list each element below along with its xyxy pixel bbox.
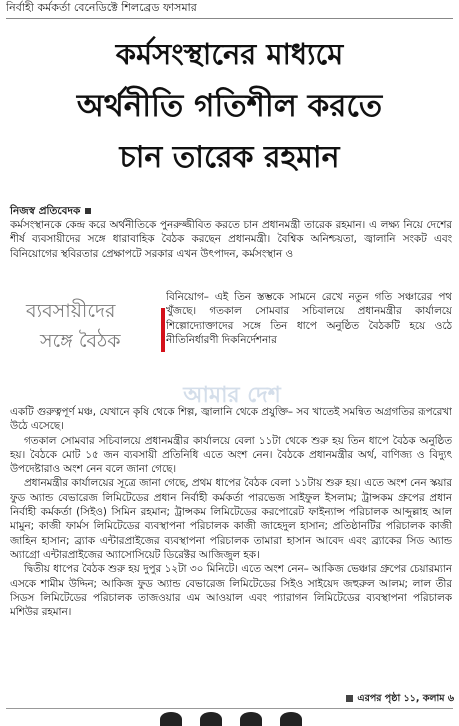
byline xyxy=(10,204,91,218)
paragraph-main-1: একটি গুরুত্বপূর্ণ মঞ্চ, যেখানে কৃষি থেকে শিল্প, জ্বালানি থেকে প্রযুক্তি– সব খাতেই সমন্বিত অগ্রগতির রূপরেখা উঠে এসেছে। xyxy=(10,406,452,433)
paragraph-main-3: প্রধানমন্ত্রীর কার্যালয়ের সূত্রে জানা গেছে, প্রথম ধাপের বৈঠক বেলা ১১টায় শুরু হয়। এতে অংশ নেন স্কয়ার ফুড অ্যান্ড বেভারেজ লিমিটেডের প্রধান নির্বাহী কর্মকর্তা পারভেজ সাইফুল ইসলাম; ট্রান্সকম গ্রুপের প্রধান নির্বাহী কর্মকর্তা (সিইও) সিমিন রহমান; ট্রান্সকম লিমিটেডের করপোরেট ফাইন্যান্স পরিচালক আব্দুল্লাহ আল মামুন; কাজী ফার্মস লিমিটেডের ব্যবস্থাপনা পরিচালক কাজী জাহেদুল হাসান; প্রতিষ্ঠানটির পরিচালক কাজী জাহিন হাসান; ব্র্যাক এন্টারপ্রাইজের ব্যবস্থাপনা পরিচালক তামারা হাসান আবেদ এবং ব্র্যাকের সিড অ্যান্ড অ্যাগ্রো এন্টারপ্রাইজের অ্যাসোসিয়েট ডিরেক্টর আজিজুল হক। xyxy=(10,477,452,561)
glyph-fragment xyxy=(200,712,222,726)
glyph-fragment xyxy=(160,712,182,726)
byline-text: নিজস্ব প্রতিবেদক xyxy=(10,205,81,217)
headline-line-1: কর্মসংস্থানের মাধ্যমে xyxy=(115,37,344,71)
paragraph-main-4: দ্বিতীয় ধাপের বৈঠক শুরু হয় দুপুর ১২টা ৩০ মিনিটে। এতে অংশ নেন– আকিজ ভেঞ্চার গ্রুপের চেয়ারম্যান এসকে শামীম উদ্দিন; আকিজ ফুড অ্যান্ড বেভারেজ লিমিটেডের সিইও সাইয়েদ জহুরুল আলম; লাল তীর সিডস লিমিটেডের পরিচালক তাজওয়ার এম আওয়াল এবং প্যারাগন লিমিটেডের ব্যবস্থাপনা পরিচালক মশিউর রহমান। xyxy=(10,563,452,619)
paragraph-main-2: গতকাল সোমবার সচিবালয়ে প্রধানমন্ত্রীর কার্যালয়ে বেলা ১১টা থেকে শুরু হয় তিন ধাপে বৈঠক অনুষ্ঠিত হয়। বৈঠকে মোট ১৫ জন ব্যবসায়ী প্রতিনিধি এতে অংশ নেন। বৈঠকে প্রধানমন্ত্রীর অর্থ, বাণিজ্য ও বিদ্যুৎ উপদেষ্টারাও অংশ নেন বলে জানা গেছে। xyxy=(10,434,452,476)
headline-line-2: অর্থনীতি গতিশীল করতে xyxy=(76,88,383,124)
pull-quote xyxy=(26,296,161,366)
pull-quote-line-2: সঙ্গে বৈঠক xyxy=(40,330,121,352)
pull-quote-line-1: ব্যবসায়ীদের xyxy=(26,300,116,322)
article-body-main xyxy=(10,405,452,695)
continued-square-icon xyxy=(346,695,353,702)
glyph-fragment xyxy=(280,712,302,726)
watermark-logo: আমার দেশ xyxy=(183,383,281,408)
pull-quote-accent-rule xyxy=(161,308,165,352)
bottom-divider xyxy=(6,708,453,709)
continued-note xyxy=(268,692,454,707)
paragraph-intro: কর্মসংস্থানকে কেন্দ্র করে অর্থনীতিকে পুনরুজ্জীবিত করতে চান প্রধানমন্ত্রী তারেক রহমান। এ লক্ষ্য নিয়ে দেশের শীর্ষ ব্যবসায়ীদের সঙ্গে ধারাবাহিক বৈঠক করছেন প্রধানমন্ত্রী। বৈশ্বিক অনিশ্চয়তা, জ্বালানি সংকট এবং বিনিয়োগের স্থবিরতার প্রেক্ষাপটে সরকার এখন উৎপাদন, কর্মসংস্থান ও xyxy=(10,219,452,260)
next-headline-fragment xyxy=(160,711,370,726)
glyph-fragment xyxy=(240,712,262,726)
continued-text: এরপর পৃষ্ঠা ১১, কলাম ৬ xyxy=(357,693,454,704)
byline-square-icon xyxy=(85,208,91,214)
article-body-top xyxy=(10,218,452,290)
top-strip-text: নির্বাহী কর্মকর্তা বেনেডিক্টে শিলব্রেড ফাসমার xyxy=(6,0,453,19)
headline-line-3: চান তারেক রহমান xyxy=(119,140,340,175)
paragraph-side: বিনিয়োগ– এই তিন স্তম্ভকে সামনে রেখে নতুন গতি সঞ্চারের পথ খুঁজছে। গতকাল সোমবার সচিবালয়ে প্রধানমন্ত্রীর কার্যালয়ে শিল্পোদ্যোক্তাদের সঙ্গে তিন ধাপে অনুষ্ঠিত বৈঠকটি হয়ে ওঠে নীতিনির্ধারণী দিকনির্দেশনার xyxy=(166,291,452,346)
